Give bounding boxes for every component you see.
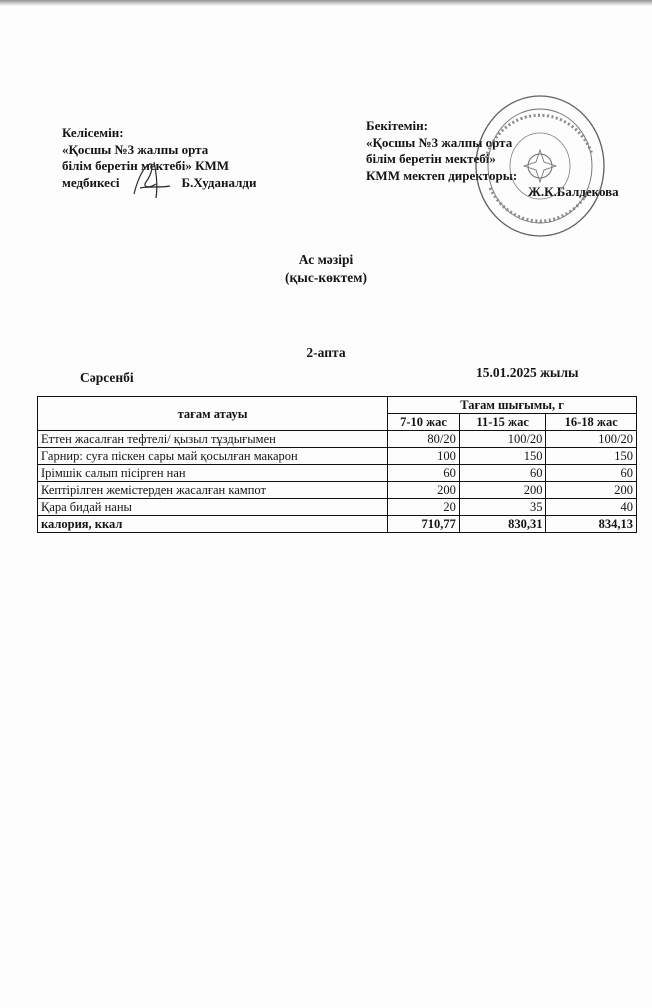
day-label: Сәрсенбі (80, 370, 134, 385)
table-row (38, 465, 637, 482)
table-row (38, 431, 637, 448)
signature-image (128, 158, 174, 200)
document-subtitle: (қыс-көктем) (285, 270, 367, 285)
dish-name: Гарнир: суға піскен сары май қосылған макарон (38, 448, 388, 465)
table-header-row (38, 397, 637, 414)
table-row (38, 482, 637, 499)
portion-16-18: 100/20 (546, 431, 637, 448)
portion-7-10: 100 (388, 448, 460, 465)
total-label: калория, ккал (38, 516, 388, 533)
approval-left-heading: Келісемін: (62, 125, 124, 140)
document-title: Ас мәзірі (298, 252, 354, 267)
header-age-group: 11-15 жас (459, 414, 546, 431)
portion-11-15: 100/20 (459, 431, 546, 448)
approval-left-person: Б.Худаналди (181, 174, 257, 190)
approval-right-position: КММ мектеп директоры: (366, 167, 518, 183)
portion-11-15: 200 (459, 482, 546, 499)
portion-16-18: 40 (546, 499, 637, 516)
portion-7-10: 20 (388, 499, 460, 516)
portion-11-15: 35 (459, 499, 546, 516)
approval-right-line2: білім беретін мектебі» (366, 151, 496, 166)
scan-edge (0, 0, 652, 6)
header-output: Тағам шығымы, г (388, 397, 637, 414)
approval-left-line2: білім беретін мектебі» КММ (62, 158, 230, 173)
approval-left-line1: «Қосшы №3 жалпы орта (62, 141, 209, 157)
portion-16-18: 150 (546, 448, 637, 465)
portion-16-18: 200 (546, 482, 637, 499)
header-age-group: 7-10 жас (388, 414, 460, 431)
table-row (38, 448, 637, 465)
date-label: 15.01.2025 жылы (476, 365, 579, 380)
approval-left-position: медбикесі (62, 174, 120, 190)
calories-16-18: 834,13 (546, 516, 637, 533)
calories-7-10: 710,77 (388, 516, 460, 533)
dish-name: Ірімшік салып пісірген нан (38, 465, 388, 482)
table-row (38, 499, 637, 516)
portion-11-15: 150 (459, 448, 546, 465)
dish-name: Қара бидай наны (38, 499, 388, 516)
calories-11-15: 830,31 (459, 516, 546, 533)
portion-7-10: 200 (388, 482, 460, 499)
portion-16-18: 60 (546, 465, 637, 482)
week-label: 2-апта (306, 345, 346, 360)
portion-7-10: 80/20 (388, 431, 460, 448)
header-dish-name: тағам атауы (38, 397, 388, 431)
dish-name: Кептірілген жемістерден жасалған кампот (38, 482, 388, 499)
header-age-group: 16-18 жас (546, 414, 637, 431)
approval-right-line1: «Қосшы №3 жалпы орта (366, 134, 513, 150)
official-seal-stamp (472, 88, 612, 238)
menu-table (37, 396, 637, 533)
dish-name: Еттен жасалған тефтелі/ қызыл тұздығымен (38, 431, 388, 448)
portion-11-15: 60 (459, 465, 546, 482)
portion-7-10: 60 (388, 465, 460, 482)
approval-right-person: Ж.К.Балдекова (528, 184, 619, 199)
total-row (38, 516, 637, 533)
approval-right-heading: Бекітемін: (366, 118, 428, 133)
